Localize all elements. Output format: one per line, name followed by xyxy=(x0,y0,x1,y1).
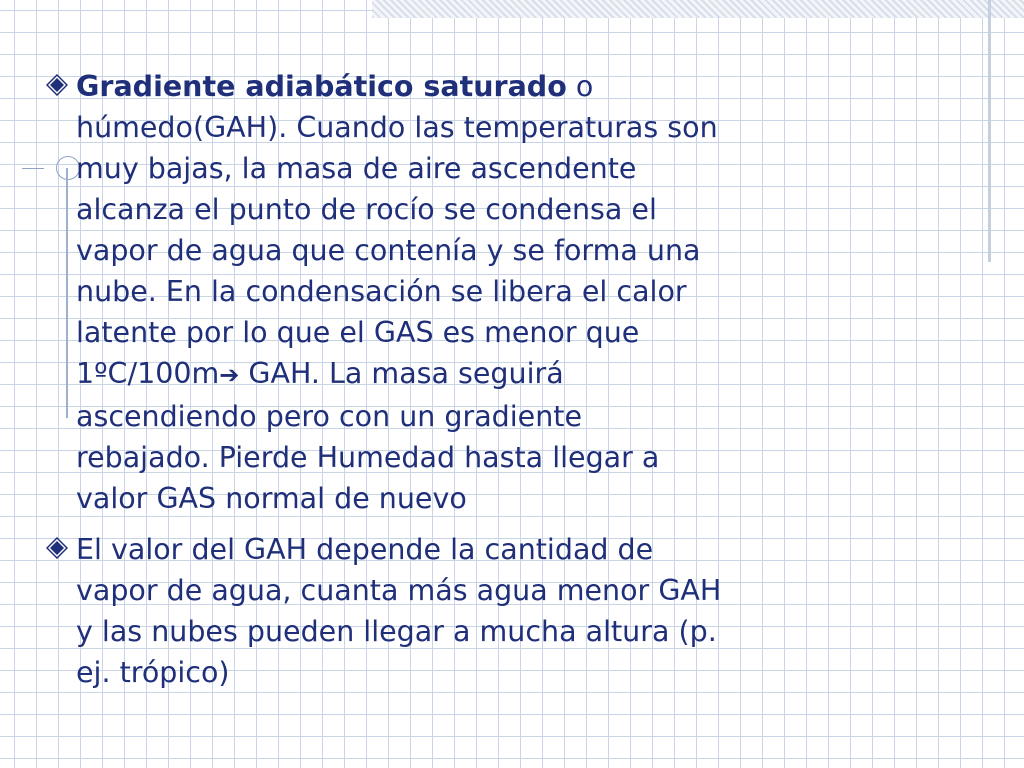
bullet-item xyxy=(42,66,722,519)
bullet-text: o húmedo(GAH). Cuando las temperaturas son muy bajas, la masa de aire ascendente alcanza el punto de rocío se condensa el vapor de agua que contenía y se forma una nube. En la condensación se libera el calor latente por lo que el GAS es menor que 1ºC/100m xyxy=(76,70,718,390)
bullet-item xyxy=(42,529,722,693)
slide-content xyxy=(42,66,722,693)
bullet-bold-term: Gradiente adiabático saturado xyxy=(76,70,567,103)
diamond-bullet-icon xyxy=(46,74,68,96)
top-hatch-band xyxy=(372,0,1024,18)
right-vertical-rule xyxy=(988,0,991,262)
bullet-text-continued: GAH. La masa seguirá ascendiendo pero con un gradiente rebajado. Pierde Humedad hasta llegar a valor GAS normal de nuevo xyxy=(76,357,660,515)
arrow-right-icon: ➔ xyxy=(219,361,240,389)
diamond-bullet-icon xyxy=(46,537,68,559)
bullet-text: El valor del GAH depende la cantidad de vapor de agua, cuanta más agua menor GAH y las nubes pueden llegar a mucha altura (p. ej. trópico) xyxy=(76,533,722,689)
left-horizontal-rule xyxy=(22,168,44,169)
